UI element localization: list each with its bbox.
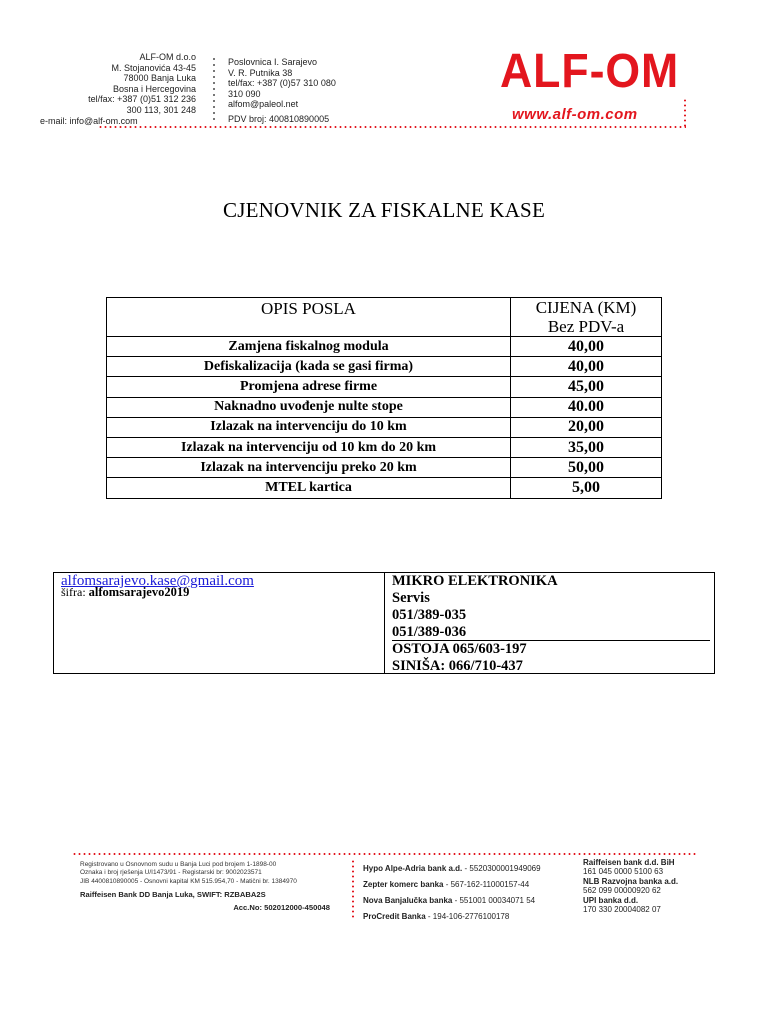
contact-box (53, 572, 715, 674)
footer (72, 853, 698, 921)
service-price: 40,00 (511, 337, 662, 357)
bank-name: Hypo Alpe-Adria bank a.d. (363, 864, 463, 873)
branch-line: Poslovnica I. Sarajevo (228, 57, 318, 67)
bank-name: Zepter komerc banka (363, 880, 444, 889)
bank-account: - 551001 00034071 54 (452, 896, 536, 905)
bank-entry (363, 893, 541, 909)
bank-list-right (583, 858, 678, 914)
bank-name: NLB Razvojna banka a.d. (583, 876, 679, 886)
service-desc: Izlazak na intervenciju od 10 km do 20 km (107, 437, 511, 457)
service-price: 50,00 (511, 458, 662, 478)
letterhead-dotted-edge (684, 98, 686, 128)
bank-entry (363, 877, 541, 893)
personal-contacts (392, 641, 527, 675)
branch-line: V. R. Putnika 38 (228, 67, 293, 78)
letterhead-divider (213, 56, 215, 122)
service-price: 35,00 (511, 437, 662, 457)
address-line: Bosna i Hercegovina (112, 83, 196, 94)
company-address (40, 52, 196, 126)
branch-line: 310 090 (228, 88, 261, 99)
service-contact (392, 573, 558, 641)
header-price-subtitle: Bez PDV-a (547, 317, 625, 336)
header-price-cell (511, 298, 662, 337)
password-value: alfomsarajevo2019 (88, 585, 190, 599)
service-company: MIKRO ELEKTRONIKA (392, 573, 558, 589)
bank-account: 562 099 00000920 62 (583, 886, 661, 896)
bank-name: Raiffeisen bank d.d. BiH (583, 858, 675, 867)
service-desc: Defiskalizacija (kada se gasi firma) (107, 357, 511, 377)
service-price: 45,00 (511, 377, 662, 397)
table-row (107, 337, 662, 357)
service-price: 5,00 (511, 478, 662, 498)
bank-list-middle (363, 861, 541, 925)
bank-account: - 194-106-2776100178 (425, 912, 510, 921)
table-row (107, 458, 662, 478)
service-price: 40.00 (511, 397, 662, 417)
bank-account: - 567-162-11000157-44 (443, 880, 530, 889)
person-contact: SINIŠA: 066/710-437 (392, 658, 523, 674)
letterhead-dotted-line (98, 126, 686, 128)
branch-line: alfom@paleol.net (228, 99, 299, 110)
bank-name: Nova Banjalučka banka (363, 896, 453, 905)
pdv-number: PDV broj: 400810890005 (228, 113, 330, 124)
address-line: tel/fax: +387 (0)51 312 236 (88, 94, 196, 105)
bank-name: ProCredit Banka (363, 912, 426, 921)
service-desc: Naknadno uvođenje nulte stope (107, 397, 511, 417)
page-title: CJENOVNIK ZA FISKALNE KASE (223, 198, 545, 222)
registry-line: Registrovano u Osnovnom sudu u Banja Luci pod brojem 1-1898-00 (80, 861, 277, 868)
service-desc: Izlazak na intervenciju preko 20 km (107, 458, 511, 478)
service-price: 40,00 (511, 357, 662, 377)
address-line: 78000 Banja Luka (123, 73, 196, 84)
address-line: 300 113, 301 248 (126, 104, 196, 115)
table-row (107, 478, 662, 498)
main-bank: Raiffeisen Bank DD Banja Luka, SWIFT: RZBABA2S (80, 890, 266, 900)
footer-dotted-divider (352, 859, 354, 919)
company-email: e-mail: info@alf-om.com (40, 115, 138, 126)
branch-address (228, 57, 348, 125)
table-row (107, 417, 662, 437)
table-row (107, 357, 662, 377)
header-price-title: CIJENA (KM) (535, 298, 637, 317)
person-contact: OSTOJA 065/603-197 (392, 641, 527, 657)
price-table (106, 297, 662, 499)
bank-name: UPI banka d.d. (583, 895, 639, 905)
bank-entry (363, 861, 541, 877)
registry-info (80, 861, 330, 912)
bank-account: 170 330 20004082 07 (583, 905, 661, 915)
table-row (107, 377, 662, 397)
company-website: www.alf-om.com (512, 106, 638, 123)
contact-divider (384, 573, 385, 673)
service-desc: Izlazak na intervenciju do 10 km (107, 417, 511, 437)
address-line: ALF-OM d.o.o (139, 52, 196, 62)
company-logo: ALF-OM (500, 45, 680, 98)
service-desc: Promjena adrese firme (107, 377, 511, 397)
main-bank-account: Acc.No: 502012000-450048 (233, 903, 330, 913)
service-phone: 051/389-035 (392, 607, 467, 623)
bank-account: - 5520300001949069 (462, 864, 541, 873)
password-label: šifra: (61, 585, 86, 599)
bank-entry (363, 909, 541, 925)
header-desc-cell (107, 298, 511, 337)
password-line (61, 585, 189, 600)
service-desc: MTEL kartica (107, 478, 511, 498)
header-desc: OPIS POSLA (261, 299, 356, 318)
registry-line: JIB 4400810890005 - Osnovni kapital KM 515.954,70 - Matični br. 1384970 (80, 877, 297, 885)
registry-line: Oznaka i broj rješenja U/I1473/91 - Registarski br: 9002023571 (80, 869, 262, 877)
table-row (107, 397, 662, 417)
table-row (107, 437, 662, 457)
table-header-row (107, 298, 662, 337)
service-desc: Zamjena fiskalnog modula (107, 337, 511, 357)
service-phone: 051/389-036 (392, 624, 467, 640)
service-price: 20,00 (511, 417, 662, 437)
footer-dotted-line (72, 853, 698, 855)
contact-email-link[interactable]: alfomsarajevo.kase@gmail.com (61, 573, 254, 589)
service-label: Servis (392, 590, 430, 606)
address-line: M. Stojanovića 43-45 (111, 62, 196, 73)
branch-line: tel/fax: +387 (0)57 310 080 (228, 78, 336, 89)
bank-account: 161 045 0000 5100 63 (583, 867, 664, 877)
